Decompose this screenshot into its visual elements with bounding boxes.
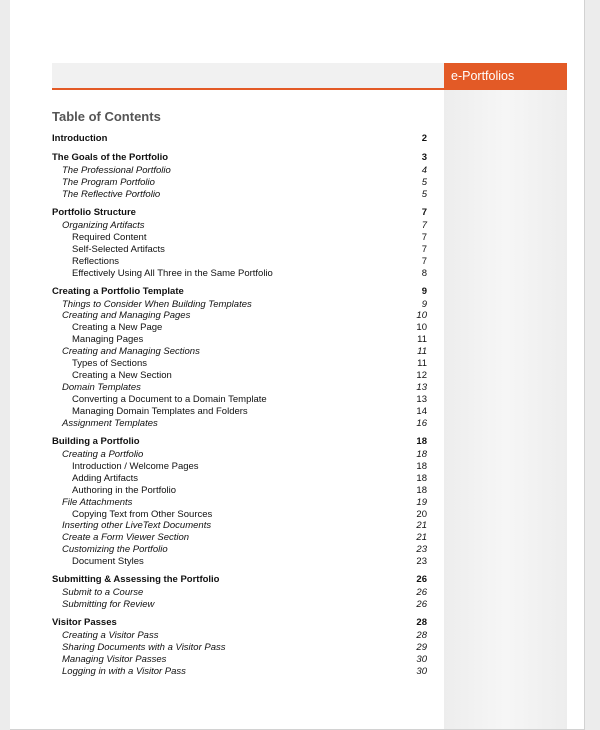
header-tag: e-Portfolios xyxy=(444,63,567,90)
toc-entry[interactable] xyxy=(52,334,427,346)
toc-entry-page: 3 xyxy=(421,152,427,163)
toc-entry[interactable] xyxy=(52,346,427,358)
toc-entry-page: 26 xyxy=(416,574,427,586)
toc-entry[interactable] xyxy=(52,406,427,418)
toc-entry-title: Self-Selected Artifacts xyxy=(72,243,165,255)
toc-entry-title: Domain Templates xyxy=(62,382,141,394)
toc-entry[interactable] xyxy=(52,206,427,220)
toc-entry[interactable] xyxy=(52,244,427,256)
toc-entry-title: Creating a Visitor Pass xyxy=(62,630,159,642)
toc-entry-page: 13 xyxy=(416,382,427,394)
toc-entry-page: 14 xyxy=(416,405,427,417)
toc-entry[interactable] xyxy=(52,370,427,382)
toc-entry[interactable] xyxy=(52,310,427,322)
toc-entry[interactable] xyxy=(52,654,427,666)
toc-entry-page: 7 xyxy=(421,206,427,218)
toc-entry-title: Reflections xyxy=(72,255,119,267)
header-bar xyxy=(52,63,444,88)
toc-entry[interactable] xyxy=(52,556,427,568)
toc-entry-page: 18 xyxy=(416,472,427,484)
toc-entry[interactable] xyxy=(52,435,427,449)
toc-entry-page: 19 xyxy=(416,496,427,508)
toc-entry[interactable] xyxy=(52,666,427,678)
toc-entry[interactable] xyxy=(52,587,427,599)
toc-entry[interactable] xyxy=(52,497,427,509)
toc-entry[interactable] xyxy=(52,268,427,280)
toc-entry[interactable] xyxy=(52,520,427,532)
toc-entry[interactable] xyxy=(52,573,427,587)
toc-entry-title: The Program Portfolio xyxy=(62,176,155,188)
toc-entry-page: 30 xyxy=(416,665,427,677)
toc-entry-page: 18 xyxy=(416,435,427,447)
toc-entry[interactable] xyxy=(52,461,427,473)
toc-entry-title: Customizing the Portfolio xyxy=(62,544,168,556)
toc-entry-title: Copying Text from Other Sources xyxy=(72,508,213,520)
toc-entry-page: 11 xyxy=(417,346,427,358)
toc-entry-title: Organizing Artifacts xyxy=(62,219,145,231)
toc-entry-title: Authoring in the Portfolio xyxy=(72,484,177,496)
toc-entry-title: Types of Sections xyxy=(72,358,147,370)
toc-entry[interactable] xyxy=(52,642,427,654)
toc-entry-page: 18 xyxy=(416,484,427,496)
toc-entry-title: Managing Visitor Passes xyxy=(62,653,167,665)
toc-entry[interactable] xyxy=(52,509,427,521)
toc-entry-page: 7 xyxy=(421,231,427,243)
sidebar-panel xyxy=(444,89,567,729)
toc-entry-page: 28 xyxy=(416,617,427,629)
toc-entry[interactable] xyxy=(52,485,427,497)
toc-entry-page: 10 xyxy=(416,310,427,322)
toc-entry-page: 21 xyxy=(416,520,427,532)
toc-entry-page: 7 xyxy=(421,255,427,267)
toc-entry-page: 7 xyxy=(421,243,427,255)
toc-entry-title: The Goals of the Portfolio xyxy=(52,152,169,163)
toc-entry-page: 30 xyxy=(416,653,427,665)
toc-entry-page: 10 xyxy=(416,322,427,334)
toc-entry[interactable] xyxy=(52,132,427,146)
toc-entry[interactable] xyxy=(52,151,427,165)
toc-entry-page: 9 xyxy=(421,285,427,297)
toc-entry-page: 26 xyxy=(416,587,427,599)
toc-entry[interactable] xyxy=(52,630,427,642)
toc-entry[interactable] xyxy=(52,322,427,334)
toc-entry-title: Building a Portfolio xyxy=(52,435,140,447)
toc-entry[interactable] xyxy=(52,299,427,311)
toc-entry-title: Document Styles xyxy=(72,556,144,568)
toc-entry[interactable] xyxy=(52,418,427,430)
toc-entry-page: 18 xyxy=(416,460,427,472)
toc-entry-page: 11 xyxy=(417,334,427,346)
toc-entry-title: Create a Form Viewer Section xyxy=(62,532,190,544)
toc-entry[interactable] xyxy=(52,232,427,244)
toc-title: Table of Contents xyxy=(52,109,161,124)
toc-entry[interactable] xyxy=(52,177,427,189)
toc-entry-page: 5 xyxy=(421,176,427,188)
toc-entry-page: 5 xyxy=(421,188,427,200)
toc-entry[interactable] xyxy=(52,285,427,299)
toc-entry-title: Introduction xyxy=(52,133,108,144)
toc-entry-title: Submitting & Assessing the Portfolio xyxy=(52,574,220,586)
toc-entry-title: Introduction / Welcome Pages xyxy=(72,460,199,472)
toc-entry-title: Creating and Managing Sections xyxy=(62,346,200,358)
toc-entry-title: Required Content xyxy=(72,231,147,243)
toc-entry[interactable] xyxy=(52,449,427,461)
toc-entry-title: Effectively Using All Three in the Same Portfolio xyxy=(72,267,273,279)
toc-entry-title: Creating and Managing Pages xyxy=(62,310,191,322)
toc-entry-title: File Attachments xyxy=(62,496,133,508)
toc-entry-page: 4 xyxy=(421,165,427,176)
toc-entry[interactable] xyxy=(52,532,427,544)
toc-entry[interactable] xyxy=(52,394,427,406)
toc-entry[interactable] xyxy=(52,256,427,268)
toc-entry-page: 8 xyxy=(421,267,427,279)
toc-list xyxy=(52,132,427,678)
toc-entry-page: 29 xyxy=(416,642,427,653)
toc-entry-title: Managing Pages xyxy=(72,334,144,346)
toc-entry-page: 13 xyxy=(416,394,427,405)
toc-entry-title: Inserting other LiveText Documents xyxy=(62,520,212,532)
toc-entry-page: 18 xyxy=(416,448,427,460)
toc-entry-title: Converting a Document to a Domain Template xyxy=(72,394,267,405)
toc-entry-title: The Reflective Portfolio xyxy=(62,188,161,200)
toc-entry-title: Submit to a Course xyxy=(62,587,144,599)
toc-entry-title: Logging in with a Visitor Pass xyxy=(62,665,186,677)
toc-entry-page: 12 xyxy=(416,370,427,382)
toc-entry-title: Things to Consider When Building Templates xyxy=(62,298,252,310)
toc-entry[interactable] xyxy=(52,544,427,556)
toc-entry-title: Submitting for Review xyxy=(62,599,155,611)
toc-entry[interactable] xyxy=(52,382,427,394)
header-rule xyxy=(52,88,444,90)
toc-entry[interactable] xyxy=(52,220,427,232)
toc-entry-title: The Professional Portfolio xyxy=(62,165,171,176)
toc-entry[interactable] xyxy=(52,189,427,201)
toc-entry-page: 9 xyxy=(421,298,427,310)
toc-entry-page: 2 xyxy=(421,133,427,144)
toc-entry-page: 7 xyxy=(421,219,427,231)
toc-entry-title: Creating a Portfolio Template xyxy=(52,285,184,297)
toc-entry-page: 11 xyxy=(417,358,427,370)
toc-entry-page: 21 xyxy=(416,532,427,544)
toc-entry-page: 28 xyxy=(416,630,427,642)
toc-entry-page: 16 xyxy=(416,417,427,429)
toc-entry-page: 20 xyxy=(416,508,427,520)
toc-entry-title: Creating a New Section xyxy=(72,370,172,382)
toc-entry-title: Managing Domain Templates and Folders xyxy=(72,405,248,417)
toc-entry-page: 26 xyxy=(416,599,427,611)
toc-entry-title: Sharing Documents with a Visitor Pass xyxy=(62,642,226,653)
toc-entry-title: Visitor Passes xyxy=(52,617,117,629)
toc-entry[interactable] xyxy=(52,616,427,630)
toc-entry-page: 23 xyxy=(416,556,427,568)
toc-entry[interactable] xyxy=(52,165,427,177)
toc-entry[interactable] xyxy=(52,358,427,370)
toc-entry-page: 23 xyxy=(416,544,427,556)
toc-entry[interactable] xyxy=(52,599,427,611)
toc-entry-title: Assignment Templates xyxy=(62,417,158,429)
toc-entry-title: Portfolio Structure xyxy=(52,206,136,218)
toc-entry-title: Creating a Portfolio xyxy=(62,448,144,460)
toc-entry[interactable] xyxy=(52,473,427,485)
toc-entry-title: Creating a New Page xyxy=(72,322,163,334)
toc-entry-title: Adding Artifacts xyxy=(72,472,139,484)
